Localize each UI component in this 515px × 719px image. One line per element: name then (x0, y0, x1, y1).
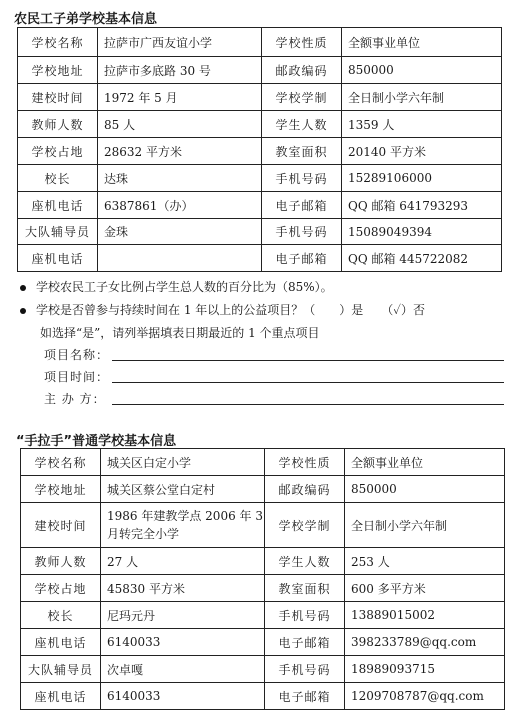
field-value: 1209708787@qq.com (345, 683, 505, 710)
project-host-blank[interactable] (112, 404, 504, 405)
field-label: 手机号码 (262, 165, 342, 192)
field-label: 教室面积 (265, 575, 345, 602)
field-value: 金珠 (98, 219, 262, 245)
field-value: 拉萨市广西友谊小学 (98, 28, 262, 57)
field-value: 253 人 (345, 548, 505, 575)
section-title-partner-school: “手拉手”普通学校基本信息 (16, 434, 177, 449)
field-value: 全日制小学六年制 (342, 84, 502, 111)
field-value: 15289106000 (342, 165, 502, 192)
field-label: 学校名称 (21, 449, 101, 476)
field-label: 学校占地 (21, 575, 101, 602)
field-value: 20140 平方米 (342, 138, 502, 165)
field-label: 学校名称 (18, 28, 98, 57)
table-row (21, 683, 505, 710)
field-value: 45830 平方米 (101, 575, 265, 602)
table-row (21, 575, 505, 602)
project-name-field[interactable] (44, 346, 504, 364)
field-value: 398233789@qq.com (345, 629, 505, 656)
table-row (21, 629, 505, 656)
field-label: 手机号码 (262, 219, 342, 245)
field-value: 城关区蔡公堂白定村 (101, 476, 265, 503)
field-label: 手机号码 (265, 602, 345, 629)
field-value: 6387861（办） (98, 192, 262, 219)
field-label: 邮政编码 (265, 476, 345, 503)
field-label: 电子邮箱 (262, 192, 342, 219)
migrant-school-info-table (17, 27, 502, 272)
field-label: 电子邮箱 (262, 245, 342, 272)
table-row (21, 548, 505, 575)
project-time-label: 项目时间： (44, 370, 110, 384)
field-label: 学校学制 (265, 503, 345, 548)
section-title-migrant-school: 农民工子弟学校基本信息 (14, 12, 158, 27)
field-label: 座机电话 (18, 192, 98, 219)
bullet-icon (20, 308, 26, 314)
field-label: 邮政编码 (262, 57, 342, 84)
table-row (21, 503, 505, 548)
field-value: 28632 平方米 (98, 138, 262, 165)
field-label: 座机电话 (21, 683, 101, 710)
field-value: 全日制小学六年制 (345, 503, 505, 548)
project-host-label: 主 办 方： (44, 392, 106, 406)
project-time-blank[interactable] (112, 382, 504, 383)
field-value: QQ 邮箱 641793293 (342, 192, 502, 219)
field-value: 城关区白定小学 (101, 449, 265, 476)
field-value: 850000 (342, 57, 502, 84)
public-project-question (20, 301, 500, 319)
field-label: 建校时间 (18, 84, 98, 111)
field-value: 全额事业单位 (342, 28, 502, 57)
field-value: 600 多平方米 (345, 575, 505, 602)
field-value: 15089049394 (342, 219, 502, 245)
table-row (21, 656, 505, 683)
field-value: 尼玛元丹 (101, 602, 265, 629)
field-label: 座机电话 (18, 245, 98, 272)
field-value: 85 人 (98, 111, 262, 138)
field-value: 全额事业单位 (345, 449, 505, 476)
table-row (21, 449, 505, 476)
field-label: 建校时间 (21, 503, 101, 548)
field-value: 18989093715 (345, 656, 505, 683)
field-value: 1359 人 (342, 111, 502, 138)
table-row (18, 245, 502, 272)
field-label: 教室面积 (262, 138, 342, 165)
field-value: 次卓嘎 (101, 656, 265, 683)
table-row (21, 476, 505, 503)
field-value: 1986 年建教学点 2006 年 3 月转完全小学 (101, 503, 265, 548)
project-host-field[interactable] (44, 390, 504, 408)
field-label: 学校地址 (18, 57, 98, 84)
bullet-icon (20, 285, 26, 291)
field-label: 学校性质 (262, 28, 342, 57)
field-label: 电子邮箱 (265, 629, 345, 656)
field-label: 电子邮箱 (265, 683, 345, 710)
field-value (98, 245, 262, 272)
field-label: 学校占地 (18, 138, 98, 165)
field-value: 拉萨市多底路 30 号 (98, 57, 262, 84)
field-value: 850000 (345, 476, 505, 503)
public-project-question-text: 学校是否曾参与持续时间在 1 年以上的公益项目？（ ）是 （✓）否 (36, 303, 426, 317)
field-value: QQ 邮箱 445722082 (342, 245, 502, 272)
table-row (18, 138, 502, 165)
migrant-ratio-text: 学校农民工子女比例占学生总人数的百分比为（85%）。 (36, 280, 333, 294)
field-label: 学生人数 (262, 111, 342, 138)
field-value: 27 人 (101, 548, 265, 575)
partner-school-info-table (20, 448, 505, 710)
project-name-blank[interactable] (112, 360, 504, 361)
field-value: 13889015002 (345, 602, 505, 629)
field-label: 教师人数 (18, 111, 98, 138)
field-label: 学生人数 (265, 548, 345, 575)
project-time-field[interactable] (44, 368, 504, 386)
project-name-label: 项目名称： (44, 348, 110, 362)
table-row (18, 57, 502, 84)
field-label: 学校地址 (21, 476, 101, 503)
migrant-ratio-note (20, 278, 500, 296)
field-label: 大队辅导员 (21, 656, 101, 683)
field-label: 教师人数 (21, 548, 101, 575)
field-value: 达珠 (98, 165, 262, 192)
field-label: 校长 (21, 602, 101, 629)
field-label: 学校学制 (262, 84, 342, 111)
table-row (18, 219, 502, 245)
field-value: 6140033 (101, 629, 265, 656)
table-row (18, 28, 502, 57)
project-instruction: 如选择“是”，请列举据填表日期最近的 1 个重点项目 (40, 326, 320, 340)
field-label: 座机电话 (21, 629, 101, 656)
table-row (18, 165, 502, 192)
table-row (21, 602, 505, 629)
field-value: 1972 年 5 月 (98, 84, 262, 111)
table-row (18, 84, 502, 111)
table-row (18, 111, 502, 138)
table-row (18, 192, 502, 219)
field-label: 手机号码 (265, 656, 345, 683)
field-value: 6140033 (101, 683, 265, 710)
field-label: 大队辅导员 (18, 219, 98, 245)
field-label: 校长 (18, 165, 98, 192)
field-label: 学校性质 (265, 449, 345, 476)
